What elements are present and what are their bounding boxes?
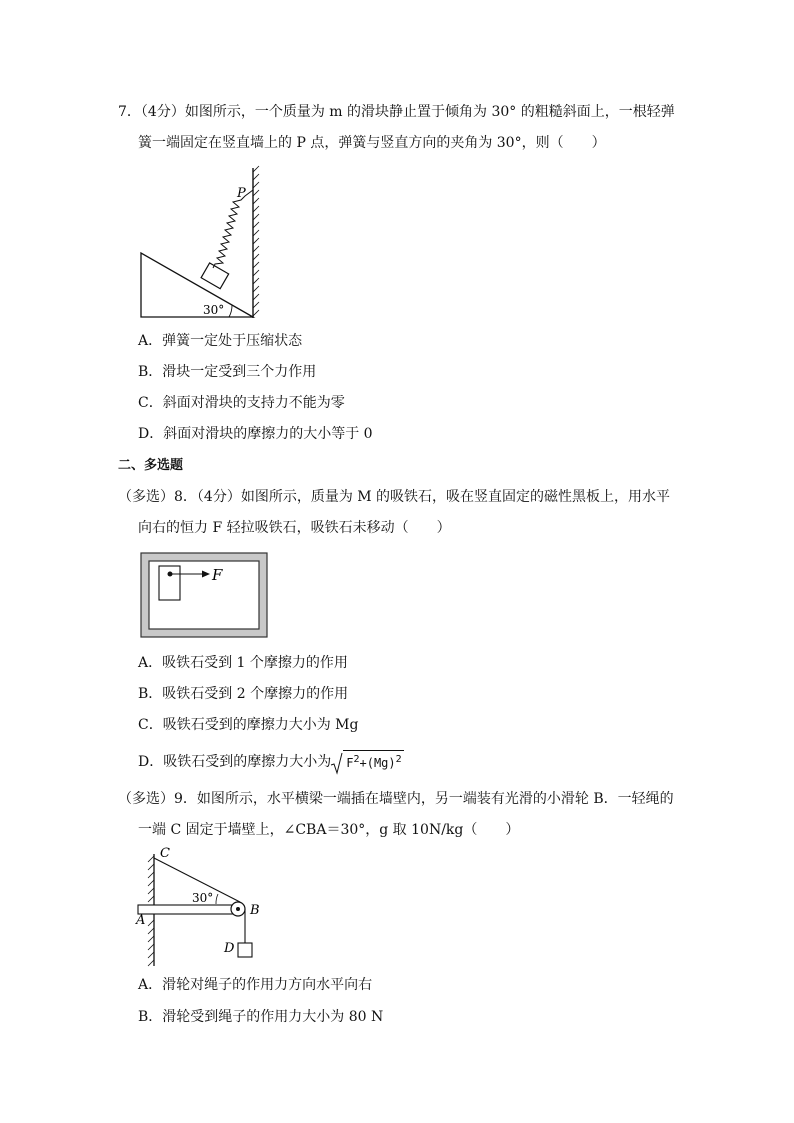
- q9-stem-line1: （多选）9．如图所示，水平横梁一端插在墙壁内，另一端装有光滑的小滑轮 B．一轻绳的: [118, 791, 674, 807]
- q7-option-a: A．弹簧一定处于压缩状态: [138, 333, 303, 349]
- q7-stem-line2: 簧一端固定在竖直墙上的 P 点，弹簧与竖直方向的夹角为 30°，则（ ）: [138, 135, 606, 151]
- q8-stem-line2: 向右的恒力 F 轻拉吸铁石，吸铁石未移动（ ）: [138, 520, 451, 536]
- q7-option-c: C．斜面对滑块的支持力不能为零: [138, 395, 345, 411]
- q8-option-d-exp1: 2: [353, 754, 360, 765]
- q8-option-b: B．吸铁石受到 2 个摩擦力的作用: [138, 686, 349, 702]
- q8-option-d-prefix: D．吸铁石受到的摩擦力大小为: [138, 754, 332, 770]
- q7-stem-line1: 7．（4分）如图所示，一个质量为 m 的滑块静止置于倾角为 30° 的粗糙斜面上，一根轻弹: [118, 104, 675, 120]
- q8-magnet: [159, 566, 180, 600]
- q9-weight: [238, 943, 252, 957]
- q7-label-p: P: [237, 186, 246, 201]
- q9-beam: [138, 905, 236, 914]
- q8-option-d-sqrt: [331, 750, 403, 774]
- q9-label-angle: 30°: [192, 891, 214, 905]
- q9-stem-line2: 一端 C 固定于墙壁上，∠CBA＝30°，g 取 10N/kg（ ）: [138, 822, 520, 838]
- q9-label-d: D: [224, 941, 235, 956]
- q9-pulley-figure: [132, 842, 272, 968]
- q8-label-f: F: [212, 566, 223, 584]
- q8-option-a: A．吸铁石受到 1 个摩擦力的作用: [138, 655, 348, 671]
- q7-option-d: D．斜面对滑块的摩擦力的大小等于 0: [138, 426, 373, 442]
- q9-label-c: C: [160, 846, 170, 861]
- q8-stem-line1: （多选）8．（4分）如图所示，质量为 M 的吸铁石，吸在竖直固定的磁性黑板上，用水平: [118, 489, 671, 505]
- q9-label-b: B: [250, 903, 260, 918]
- q7-label-angle: 30°: [203, 303, 225, 317]
- q8-option-c: C．吸铁石受到的摩擦力大小为 Mg: [138, 717, 359, 733]
- q8-option-d-rad-f: F: [346, 756, 354, 770]
- q8-option-d-rad-mg: +(Mg): [359, 756, 396, 770]
- q7-spring: [213, 190, 253, 268]
- section-title-multi-choice: 二、多选题: [118, 458, 184, 473]
- q9-option-a: A．滑轮对绳子的作用力方向水平向右: [138, 977, 373, 993]
- q7-incline-spring-figure: [135, 160, 270, 320]
- q9-option-b: B．滑轮受到绳子的作用力大小为 80 N: [138, 1009, 384, 1025]
- q7-block: [201, 263, 229, 289]
- q7-option-b: B．滑块一定受到三个力作用: [138, 364, 317, 380]
- q9-label-a: A: [136, 913, 146, 928]
- q8-option-d-exp2: 2: [395, 754, 402, 765]
- q8-blackboard-figure: [140, 552, 270, 640]
- q8-option-d: [138, 750, 404, 774]
